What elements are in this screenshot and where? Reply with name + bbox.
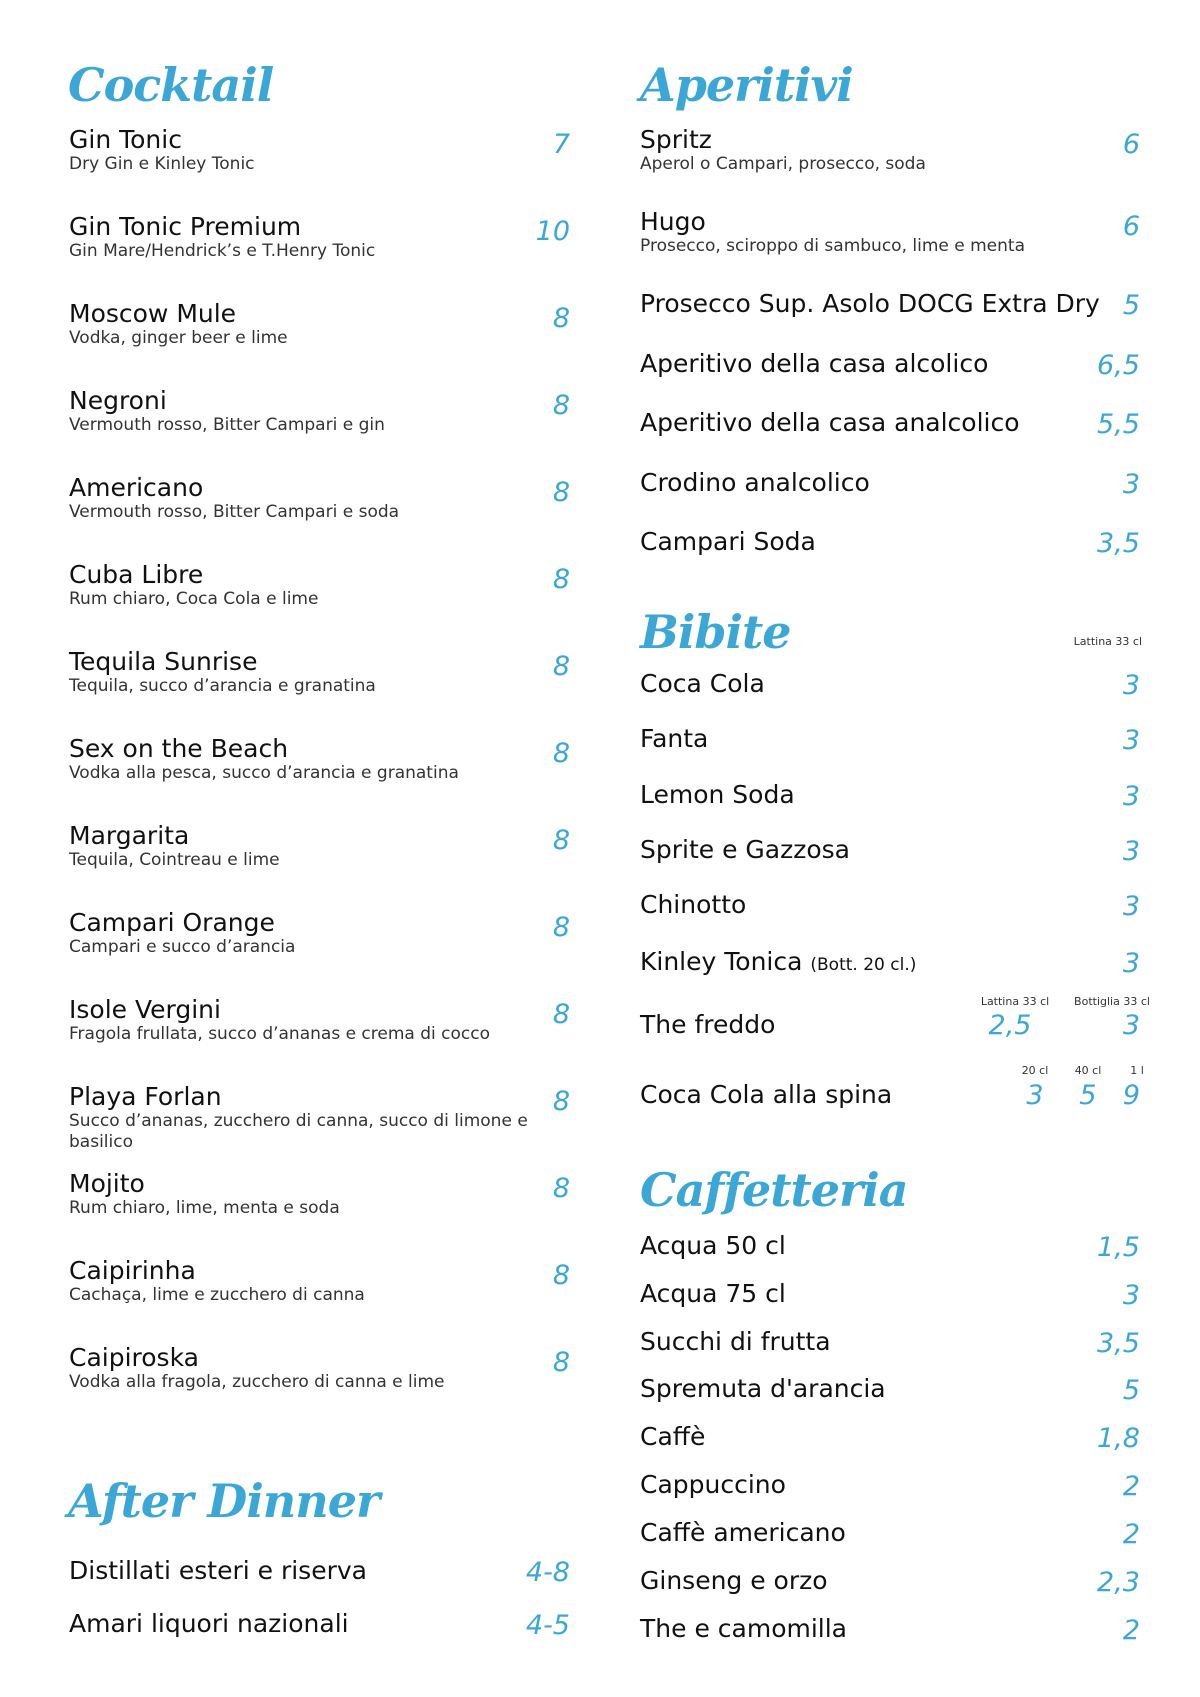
item-price: 8 <box>552 738 570 769</box>
item-description: Rum chiaro, Coca Cola e lime <box>69 588 319 609</box>
item-name: Caipirinha <box>69 1256 196 1285</box>
item-price: 4-5 <box>525 1610 570 1641</box>
item-price: 7 <box>552 129 570 160</box>
item-name: Crodino analcolico <box>640 468 870 497</box>
item-price: 3,5 <box>1097 1328 1140 1359</box>
kinley-tonica-item <box>640 948 916 976</box>
item-name: Caipiroska <box>69 1343 199 1372</box>
item-name: Hugo <box>640 207 706 236</box>
item-name: Amari liquori nazionali <box>69 1609 349 1638</box>
item-name: Gin Tonic <box>69 125 182 154</box>
item-price: 3 <box>1122 781 1140 812</box>
item-price: 4-8 <box>525 1557 570 1588</box>
item-name: Coca Cola <box>640 669 765 698</box>
item-price: 6 <box>1122 211 1140 242</box>
option-label: 20 cl <box>1021 1064 1049 1077</box>
item-name: Aperitivo della casa alcolico <box>640 349 989 378</box>
item-name: Succhi di frutta <box>640 1327 831 1356</box>
item-description: Fragola frullata, succo d’ananas e crema di cocco <box>69 1023 490 1044</box>
item-name: Acqua 50 cl <box>640 1231 786 1260</box>
option-price: 5 <box>1079 1080 1097 1111</box>
bibite-section-title: Bibite <box>640 605 791 659</box>
menu-item <box>69 561 569 610</box>
item-price: 8 <box>552 303 570 334</box>
menu-item <box>640 126 1120 175</box>
item-price: 8 <box>552 390 570 421</box>
item-name: Caffè americano <box>640 1518 846 1547</box>
option-price: 3 <box>1122 1010 1140 1041</box>
item-name: Cuba Libre <box>69 560 204 589</box>
item-name: Prosecco Sup. Asolo DOCG Extra Dry <box>640 289 1100 318</box>
menu-item <box>69 387 569 436</box>
item-price: 2,3 <box>1097 1567 1140 1598</box>
item-description: Tequila, Cointreau e lime <box>69 849 280 870</box>
menu-item <box>69 1083 539 1153</box>
item-price: 3 <box>1122 725 1140 756</box>
item-name: Kinley Tonica <box>640 947 803 976</box>
item-name: Playa Forlan <box>69 1082 222 1111</box>
item-description: Succo d’ananas, zucchero di canna, succo di limone e basilico <box>69 1110 528 1152</box>
item-price: 3 <box>1122 948 1140 979</box>
item-description: Vodka alla pesca, succo d’arancia e granatina <box>69 762 459 783</box>
item-description: Vermouth rosso, Bitter Campari e gin <box>69 414 385 435</box>
menu-item <box>69 735 569 784</box>
item-price: 3 <box>1122 469 1140 500</box>
item-price: 3,5 <box>1097 528 1140 559</box>
menu-item <box>69 1170 569 1219</box>
item-name: Cappuccino <box>640 1470 786 1499</box>
item-price: 1,5 <box>1097 1232 1140 1263</box>
menu-item <box>69 213 569 262</box>
item-price: 8 <box>552 1347 570 1378</box>
item-name: Coca Cola alla spina <box>640 1080 893 1109</box>
item-name: Caffè <box>640 1422 706 1451</box>
item-description: Prosecco, sciroppo di sambuco, lime e menta <box>640 235 1025 256</box>
item-size-note: (Bott. 20 cl.) <box>810 955 917 975</box>
item-description: Dry Gin e Kinley Tonic <box>69 153 255 174</box>
item-name: Ginseng e orzo <box>640 1566 828 1595</box>
option-label: Bottiglia 33 cl <box>1074 995 1150 1008</box>
menu-item <box>69 300 569 349</box>
option-price: 3 <box>1026 1080 1044 1111</box>
item-name: Tequila Sunrise <box>69 647 258 676</box>
item-price: 10 <box>535 216 570 247</box>
option-price: 2,5 <box>988 1010 1032 1041</box>
item-name: Spritz <box>640 125 712 154</box>
item-description: Tequila, succo d’arancia e granatina <box>69 675 376 696</box>
item-name: Spremuta d'arancia <box>640 1374 886 1403</box>
item-description: Campari e succo d’arancia <box>69 936 296 957</box>
option-label: 1 l <box>1130 1064 1144 1077</box>
item-name: Sprite e Gazzosa <box>640 835 850 864</box>
item-price: 6 <box>1122 129 1140 160</box>
item-description: Vodka, ginger beer e lime <box>69 327 288 348</box>
item-name: Mojito <box>69 1169 145 1198</box>
item-name: The e camomilla <box>640 1614 847 1643</box>
item-price: 5 <box>1122 1375 1140 1406</box>
item-price: 3 <box>1122 1280 1140 1311</box>
item-name: Fanta <box>640 724 709 753</box>
item-name: Distillati esteri e riserva <box>69 1556 367 1585</box>
item-price: 1,8 <box>1097 1423 1140 1454</box>
item-name: Margarita <box>69 821 190 850</box>
menu-item <box>69 996 569 1045</box>
item-name: Aperitivo della casa analcolico <box>640 408 1020 437</box>
item-price: 3 <box>1122 836 1140 867</box>
menu-item <box>69 822 569 871</box>
option-label: 40 cl <box>1074 1064 1102 1077</box>
item-name: The freddo <box>640 1010 776 1039</box>
item-price: 8 <box>552 825 570 856</box>
item-name: Campari Orange <box>69 908 275 937</box>
menu-item <box>640 208 1120 257</box>
item-price: 8 <box>552 1173 570 1204</box>
item-price: 3 <box>1122 670 1140 701</box>
menu-item <box>69 474 569 523</box>
item-description: Gin Mare/Hendrick’s e T.Henry Tonic <box>69 240 376 261</box>
item-description: Vodka alla fragola, zucchero di canna e lime <box>69 1371 445 1392</box>
item-name: Gin Tonic Premium <box>69 212 302 241</box>
aperitivi-section-title: Aperitivi <box>640 58 853 112</box>
item-price: 5 <box>1122 290 1140 321</box>
item-name: Isole Vergini <box>69 995 221 1024</box>
item-price: 5,5 <box>1097 409 1140 440</box>
after-dinner-section-title: After Dinner <box>68 1474 380 1528</box>
menu-item <box>69 1257 569 1306</box>
item-price: 6,5 <box>1097 350 1140 381</box>
item-price: 2 <box>1122 1471 1140 1502</box>
cocktail-section-title: Cocktail <box>68 58 274 112</box>
menu-item <box>69 126 569 175</box>
item-price: 8 <box>552 477 570 508</box>
item-name: Chinotto <box>640 890 747 919</box>
bibite-format-note: Lattina 33 cl <box>1073 635 1142 648</box>
item-name: Campari Soda <box>640 527 816 556</box>
item-description: Aperol o Campari, prosecco, soda <box>640 153 926 174</box>
menu-item <box>69 909 569 958</box>
item-name: Negroni <box>69 386 167 415</box>
item-price: 8 <box>552 564 570 595</box>
menu-item <box>69 1344 569 1393</box>
item-price: 8 <box>552 912 570 943</box>
item-price: 8 <box>552 651 570 682</box>
item-price: 8 <box>552 1086 570 1117</box>
caffetteria-section-title: Caffetteria <box>640 1163 908 1217</box>
item-name: Lemon Soda <box>640 780 795 809</box>
item-price: 2 <box>1122 1519 1140 1550</box>
item-name: Acqua 75 cl <box>640 1279 786 1308</box>
option-label: Lattina 33 cl <box>980 995 1050 1008</box>
item-description: Rum chiaro, lime, menta e soda <box>69 1197 340 1218</box>
item-price: 8 <box>552 1260 570 1291</box>
item-price: 8 <box>552 999 570 1030</box>
menu-item <box>69 648 569 697</box>
item-price: 3 <box>1122 891 1140 922</box>
option-price: 9 <box>1122 1080 1140 1111</box>
item-price: 2 <box>1122 1615 1140 1646</box>
item-name: Americano <box>69 473 204 502</box>
item-name: Moscow Mule <box>69 299 237 328</box>
item-description: Vermouth rosso, Bitter Campari e soda <box>69 501 400 522</box>
item-name: Sex on the Beach <box>69 734 289 763</box>
item-description: Cachaça, lime e zucchero di canna <box>69 1284 365 1305</box>
